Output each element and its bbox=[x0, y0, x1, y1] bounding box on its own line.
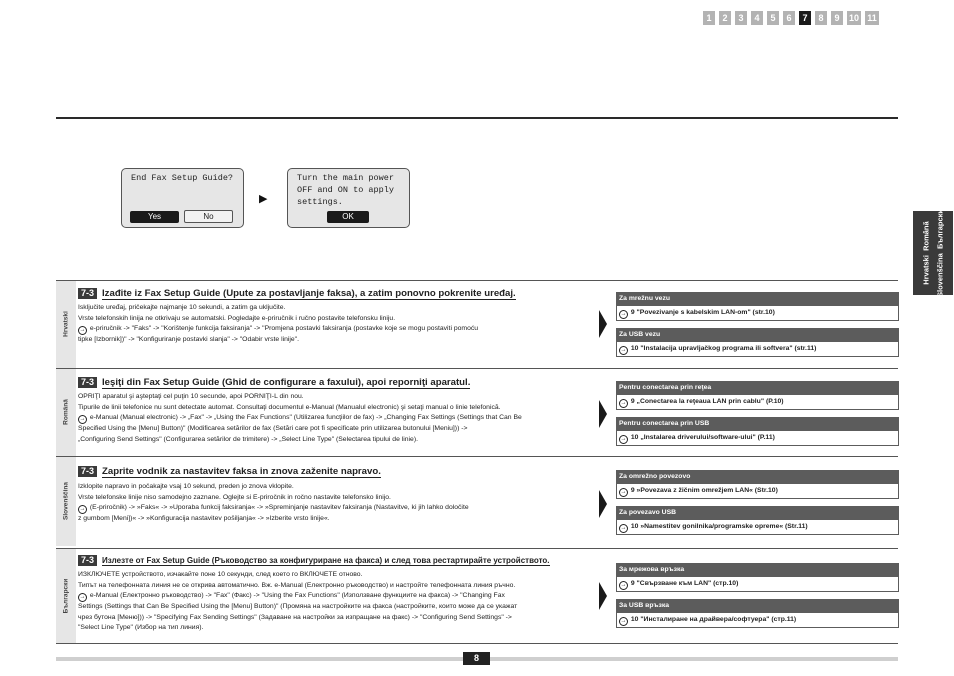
usb-ref-box bbox=[616, 599, 899, 628]
usb-ref-box bbox=[616, 328, 899, 357]
section-slovenscina bbox=[56, 456, 898, 546]
section-divider bbox=[56, 368, 898, 369]
body-line: OPRIŢI aparatul şi aşteptaţi cel puţin 10 secunde, apoi PORNIŢI-L din nou. bbox=[78, 393, 304, 400]
page-navigation bbox=[703, 11, 879, 25]
language-tab-col1 bbox=[922, 221, 931, 284]
language-tab-col2 bbox=[936, 209, 945, 297]
page-nav-3[interactable]: 3 bbox=[735, 11, 747, 25]
ok-button[interactable]: OK bbox=[327, 211, 369, 223]
yes-button[interactable]: Yes bbox=[130, 211, 179, 223]
body-line: Vrste telefonskih linija ne otkrivaju se automatski. Pogledajte e-priručnik i ručno postavite telefonsku liniju. bbox=[78, 314, 396, 322]
step-badge: 7-3 bbox=[78, 555, 97, 566]
body-line bbox=[78, 503, 618, 514]
body-line: tipke [Izbornik])" -> "Konfiguriranje postavki slanja" -> "Odabir vrste linije". bbox=[78, 336, 299, 344]
e-manual-icon: → bbox=[79, 506, 86, 513]
usb-ref-box bbox=[616, 506, 899, 535]
section-heading bbox=[78, 555, 550, 566]
ref-box-title: За мрежова връзка bbox=[616, 563, 899, 577]
lcd-screen-text: End Fax Setup Guide? bbox=[131, 173, 234, 183]
ref-link[interactable] bbox=[616, 613, 899, 628]
link-icon: → bbox=[620, 489, 627, 495]
step-badge: 7-3 bbox=[78, 377, 97, 388]
page-nav-6[interactable]: 6 bbox=[783, 11, 795, 25]
network-ref-box bbox=[616, 381, 899, 410]
ref-link-text: 10 „Instalarea driverului/software-ului" (P.11) bbox=[630, 434, 775, 441]
e-manual-icon: → bbox=[79, 416, 86, 423]
page-nav-4[interactable]: 4 bbox=[751, 11, 763, 25]
lang-slovenscina: Slovenščina bbox=[935, 253, 945, 297]
body-line-text: (E-priročnik) -> »Faks« -> »Uporaba funkcij faksiranja« -> »Spreminjanje nastavitev faksiranja (Nastavitve, ki jih lahko določite bbox=[89, 504, 469, 512]
body-line: Tipurile de linii telefonice nu sunt detectate automat. Consultaţi documentul e-Manual (Manualul electronic) şi setaţi manual o linie telefonică. bbox=[78, 403, 501, 411]
section-lang-label: Română bbox=[62, 399, 70, 425]
heading-text: Izađite iz Fax Setup Guide (Upute za postavljanje faksa), a zatim ponovno pokrenite uređaj. bbox=[102, 288, 516, 299]
section-heading bbox=[78, 288, 516, 299]
lcd-screen-text: Turn the main power OFF and ON to apply settings. bbox=[297, 173, 394, 207]
ref-link-text: 9 "Povezivanje s kabelskim LAN-om" (str.10) bbox=[630, 309, 775, 316]
section-romana bbox=[56, 368, 898, 456]
step-badge: 7-3 bbox=[78, 466, 97, 477]
e-manual-icon: → bbox=[79, 327, 86, 334]
ref-link-text: 9 »Povezava z žičnim omrežjem LAN« (Str.10) bbox=[630, 487, 778, 494]
page-nav-9[interactable]: 9 bbox=[831, 11, 843, 25]
link-icon: → bbox=[620, 400, 627, 406]
ref-box-title: Pentru conectarea prin reţea bbox=[616, 381, 899, 395]
ref-link[interactable] bbox=[616, 520, 899, 535]
ref-link[interactable] bbox=[616, 342, 899, 357]
page-nav-5[interactable]: 5 bbox=[767, 11, 779, 25]
ref-link[interactable] bbox=[616, 306, 899, 321]
link-icon: → bbox=[620, 311, 627, 317]
body-line bbox=[78, 413, 618, 424]
ref-box-title: Za povezavo USB bbox=[616, 506, 899, 520]
ref-box-title: Za mrežnu vezu bbox=[616, 292, 899, 306]
section-lang-label: Български bbox=[62, 578, 70, 614]
section-side-label bbox=[56, 280, 76, 368]
body-line: чрез бутона [Меню])) -> "Specifying Fax Sending Settings" (Задаване на настройки за изпращане на факс) -> "Configuring Send Settings" -> bbox=[78, 613, 512, 621]
section-lang-label: Hrvatski bbox=[62, 311, 70, 337]
ref-box-title: Za USB vezu bbox=[616, 328, 899, 342]
section-divider bbox=[56, 456, 898, 457]
body-line-text: e-Manual (Manual electronic) -> „Fax" -> „Using the Fax Functions" (Utilizarea funcţiilor de fax) -> „Changing Fax Settings (Settings that Can Be bbox=[89, 414, 522, 422]
body-line bbox=[78, 324, 618, 335]
heading-text: Излезте от Fax Setup Guide (Ръководство за конфигуриране на факса) и след това рестартирайте устройството. bbox=[102, 556, 550, 565]
body-line-text: e-Manual (Електронно ръководство) -> "Fax" (Факс) -> "Using the Fax Functions" (Използване функциите на факса) -> "Changing Fax bbox=[89, 592, 505, 600]
section-lang-label: Slovenščina bbox=[62, 482, 70, 520]
lang-hrvatski: Hrvatski bbox=[921, 255, 931, 285]
body-line: Izklopite napravo in počakajte vsaj 10 sekund, preden jo znova vklopite. bbox=[78, 483, 294, 490]
link-icon: → bbox=[620, 525, 627, 531]
ref-link-text: 10 "Instalacija upravljačkog programa ili softvera" (str.11) bbox=[630, 345, 817, 352]
body-line: z gumbom [Meni])« -> »Konfiguracija nastavitev pošiljanja« -> »Izberite vrsto linije«. bbox=[78, 515, 330, 523]
section-body bbox=[78, 482, 618, 525]
network-ref-box bbox=[616, 470, 899, 499]
pointer-arrow-icon bbox=[599, 490, 607, 518]
body-line bbox=[78, 591, 618, 602]
body-line: "Select Line Type" (Избор на тип линия). bbox=[78, 624, 204, 632]
usb-ref-box bbox=[616, 417, 899, 446]
section-body bbox=[78, 570, 618, 634]
section-body bbox=[78, 303, 618, 346]
right-arrow-icon: ▶ bbox=[259, 193, 268, 205]
language-tab bbox=[913, 211, 953, 295]
ref-link[interactable] bbox=[616, 484, 899, 499]
link-icon: → bbox=[620, 436, 627, 442]
link-icon: → bbox=[620, 347, 627, 353]
lcd-screen-restart bbox=[287, 168, 410, 228]
section-divider bbox=[56, 548, 898, 549]
body-line: Settings (Settings that Can Be Specified Using the [Menu] Button)" (Промяна на настройките на факса (настройките, които може да се укажат bbox=[78, 603, 518, 611]
ref-link[interactable] bbox=[616, 577, 899, 592]
ref-link-text: 10 »Namestitev gonilnika/programske opreme« (Str.11) bbox=[630, 523, 808, 530]
body-line: Типът на телефонната линия не се открива автоматично. Вж. e-Manual (Електронно ръководство) и настройте телефонната линия ръчно. bbox=[78, 581, 516, 589]
page-nav-10[interactable]: 10 bbox=[848, 13, 859, 23]
section-side-label bbox=[56, 456, 76, 546]
network-ref-box bbox=[616, 563, 899, 592]
link-icon: → bbox=[620, 582, 627, 588]
page-nav-7-active[interactable]: 7 bbox=[799, 11, 811, 25]
page-nav-2[interactable]: 2 bbox=[719, 11, 731, 25]
step-badge: 7-3 bbox=[78, 288, 97, 299]
lang-bulgarian: Български bbox=[935, 209, 945, 250]
pointer-arrow-icon bbox=[599, 310, 607, 338]
section-body bbox=[78, 392, 618, 445]
body-line: „Configuring Send Settings" (Configurarea setărilor de trimitere) -> „Select Line Type" (Selectarea tipului de linie). bbox=[78, 435, 418, 443]
no-button[interactable]: No bbox=[184, 210, 233, 223]
body-line: Specified Using the [Menu] Button)" (Modificarea setărilor de fax (Setări care pot fi specificate prin utilizarea butonului [Meniu])) -> bbox=[78, 425, 468, 433]
body-line: Isključite uređaj, pričekajte najmanje 10 sekundi, a zatim ga uključite. bbox=[78, 304, 286, 311]
ref-box-title: За USB връзка bbox=[616, 599, 899, 613]
e-manual-icon: → bbox=[79, 594, 86, 601]
network-ref-box bbox=[616, 292, 899, 321]
ref-box-title: Za omrežno povezovo bbox=[616, 470, 899, 484]
pointer-arrow-icon bbox=[599, 400, 607, 428]
heading-text: Zaprite vodnik za nastavitev faksa in znova zaženite napravo. bbox=[102, 466, 381, 477]
lcd-screen-end-guide bbox=[121, 168, 244, 228]
section-side-label bbox=[56, 368, 76, 456]
ref-link[interactable] bbox=[616, 395, 899, 410]
page-nav-8[interactable]: 8 bbox=[815, 11, 827, 25]
heading-text: Ieşiţi din Fax Setup Guide (Ghid de configurare a faxului), apoi reporniţi aparatul. bbox=[102, 377, 471, 388]
body-line: ИЗКЛЮЧЕТЕ устройството, изчакайте поне 10 секунди, след което го ВКЛЮЧЕТЕ отново. bbox=[78, 571, 363, 578]
body-line-text: e-priručnik -> "Faks" -> "Korištenje funkcija faksiranja" -> "Promjena postavki faksiranja (postavke koje se mogu postaviti pomoću bbox=[89, 325, 479, 333]
link-icon: → bbox=[620, 618, 627, 624]
page-nav-11[interactable]: 11 bbox=[865, 11, 879, 25]
ref-link-text: 9 "Свързване към LAN" (стр.10) bbox=[630, 580, 739, 587]
ref-box-title: Pentru conectarea prin USB bbox=[616, 417, 899, 431]
pointer-arrow-icon bbox=[599, 582, 607, 610]
top-divider bbox=[56, 117, 898, 119]
page-number: 8 bbox=[463, 652, 490, 665]
section-heading bbox=[78, 466, 381, 477]
section-bulgarian bbox=[56, 548, 898, 644]
section-side-label bbox=[56, 548, 76, 644]
ref-link-text: 10 "Инсталиране на драйвера/софтуера" (стр.11) bbox=[630, 616, 797, 623]
section-divider bbox=[56, 280, 898, 281]
ref-link-text: 9 „Conectarea la reţeaua LAN prin cablu" (P.10) bbox=[630, 398, 784, 405]
section-divider-bottom bbox=[56, 643, 898, 644]
body-line: Vrste telefonske linije niso samodejno zaznane. Oglejte si E-priročnik in ročno nastavite telefonsko linijo. bbox=[78, 493, 391, 501]
section-hrvatski bbox=[56, 280, 898, 368]
section-heading bbox=[78, 377, 470, 388]
lang-romana: Română bbox=[921, 221, 931, 251]
page-nav-1[interactable]: 1 bbox=[703, 11, 715, 25]
ref-link[interactable] bbox=[616, 431, 899, 446]
